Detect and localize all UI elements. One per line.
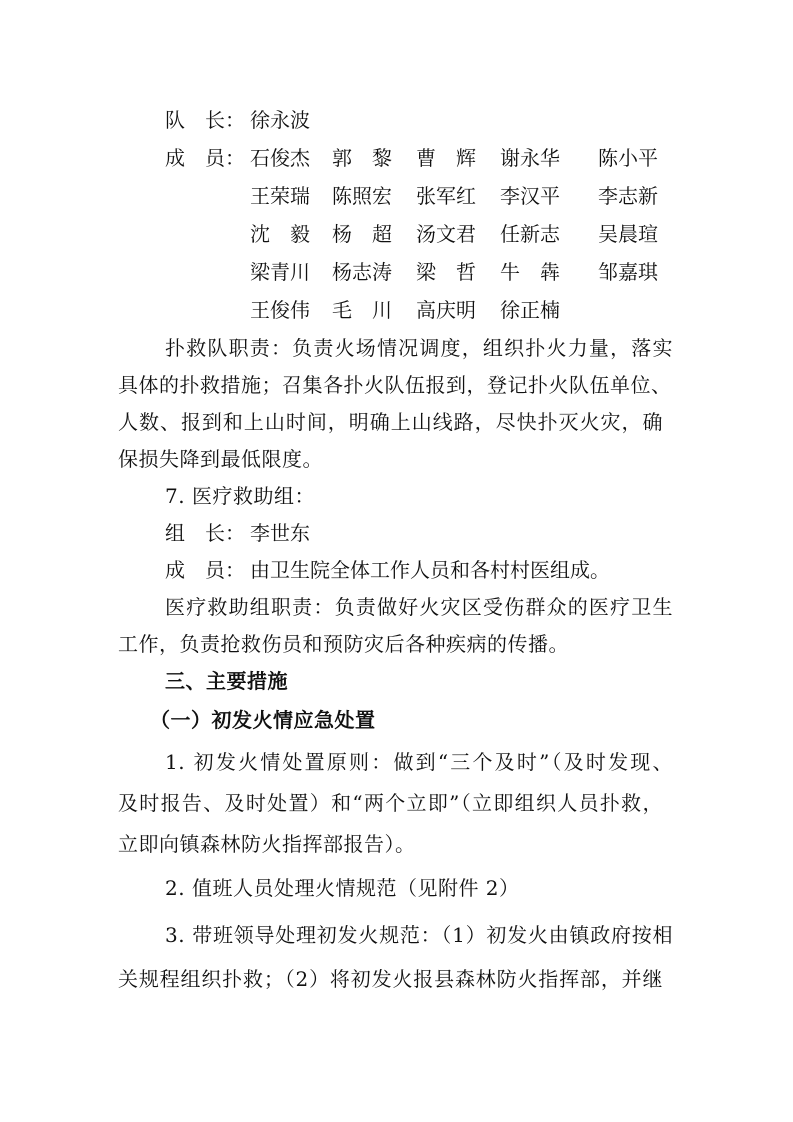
team-member-name: 陈照宏 xyxy=(332,184,392,208)
team-member-name: 杨 超 xyxy=(332,222,392,246)
team-member-name: 曹 辉 xyxy=(416,146,476,170)
team-member-name: 王俊伟 xyxy=(250,298,310,322)
medical-group-title: 7. 医疗救助组： xyxy=(165,484,315,508)
item1-line: 及时报告、及时处置）和“两个立即”（立即组织人员扑救， xyxy=(118,791,663,815)
medical-duty-line: 工作，负责抢救伤员和预防灾后各种疾病的传播。 xyxy=(118,632,569,656)
item1-line: 1. 初发火情处置原则：做到“三个及时”（及时发现、 xyxy=(165,750,673,774)
team-duty-line: 扑救队职责：负责火场情况调度，组织扑火力量，落实 xyxy=(165,336,673,360)
medical-leader-label: 组 长： xyxy=(165,521,245,545)
team-duty-line: 人数、报到和上山时间，明确上山线路，尽快扑灭火灾，确 xyxy=(118,410,663,434)
team-members-label: 成 员： xyxy=(165,146,245,170)
medical-duty-line: 医疗救助组职责：负责做好火灾区受伤群众的医疗卫生 xyxy=(165,595,673,619)
team-leader-label: 队 长： xyxy=(165,108,245,132)
team-member-name: 李志新 xyxy=(598,184,658,208)
item1-line: 立即向镇森林防火指挥部报告）。 xyxy=(118,832,416,856)
team-member-name: 任新志 xyxy=(500,222,560,246)
team-member-name: 李汉平 xyxy=(500,184,560,208)
item2-line: 2. 值班人员处理火情规范（见附件 2） xyxy=(165,876,520,900)
team-member-name: 牛 犇 xyxy=(500,260,560,284)
team-duty-line: 保损失降到最低限度。 xyxy=(118,447,323,471)
team-member-name: 张军红 xyxy=(416,184,476,208)
team-duty-line: 具体的扑救措施；召集各扑火队伍报到，登记扑火队伍单位、 xyxy=(118,373,672,397)
team-leader-name: 徐永波 xyxy=(250,108,310,132)
section-heading: 三、主要措施 xyxy=(165,669,288,693)
team-member-name: 毛 川 xyxy=(332,298,392,322)
team-member-name: 王荣瑞 xyxy=(250,184,310,208)
team-member-name: 谢永华 xyxy=(500,146,560,170)
team-member-name: 吴晨瑄 xyxy=(598,222,658,246)
team-member-name: 陈小平 xyxy=(598,146,658,170)
team-member-name: 邹嘉琪 xyxy=(598,260,658,284)
team-member-name: 徐正楠 xyxy=(500,298,560,322)
team-member-name: 石俊杰 xyxy=(250,146,310,170)
item3-line: 3. 带班领导处理初发火规范：（1）初发火由镇政府按相 xyxy=(165,923,673,947)
team-member-name: 郭 黎 xyxy=(332,146,392,170)
medical-members-text: 由卫生院全体工作人员和各村村医组成。 xyxy=(250,558,610,582)
team-member-name: 杨志涛 xyxy=(332,260,392,284)
team-member-name: 汤文君 xyxy=(416,222,476,246)
team-member-name: 高庆明 xyxy=(416,298,476,322)
team-member-name: 梁青川 xyxy=(250,260,310,284)
team-member-name: 梁 哲 xyxy=(416,260,476,284)
medical-leader-name: 李世东 xyxy=(250,521,310,545)
subsection-heading: （一）初发火情应急处置 xyxy=(150,708,376,732)
item3-line: 关规程组织扑救；（2）将初发火报县森林防火指挥部，并继 xyxy=(118,967,663,991)
medical-members-label: 成 员： xyxy=(165,558,245,582)
team-member-name: 沈 毅 xyxy=(250,222,310,246)
